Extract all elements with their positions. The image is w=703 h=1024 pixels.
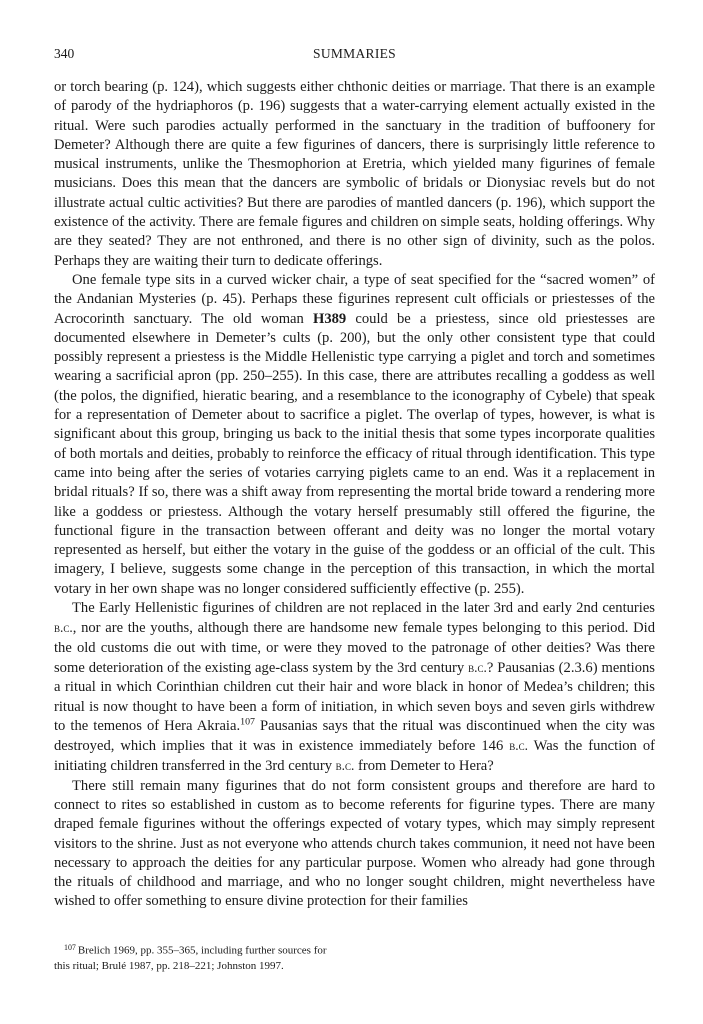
- footnote: [54, 940, 384, 975]
- catalog-number-h389: H389: [312, 310, 347, 327]
- era-abbrev: b.c.: [468, 659, 487, 675]
- paragraph-1: or torch bearing (p. 124), which suggests either chthonic deities or marriage. That there is an example of parody of the hydriaphoros (p. 196) suggests that a water-carrying element actually existed in the ritual. Were such parodies actually performed in the sanctuary in the tradition of buffoonery for Demeter? Although there are quite a few figurines of dancers, there is surprisingly little reference to musical instruments, unlike the Thesmophorion at Eretria, which yielded many figurines of female musicians. Does this mean that the dancers are symbolic of bridals or Dionysiac revels but do not illustrate actual cultic activities? But there are parodies of mantled dancers (p. 196), which support the existence of the activity. There are female figures and children on simple seats, holding offerings. Why are they seated? They are not enthroned, and there is no other sign of divinity, such as the polos. Perhaps they are waiting their turn to dedicate offerings.: [54, 79, 655, 269]
- footnote-number: 107: [64, 943, 76, 952]
- era-abbrev: b.c.: [54, 620, 73, 636]
- paragraph-3-text-d: Pausanias says that the ritual was discontinued when the city was destroyed, which implies that it was in existence immediately before 146: [54, 717, 655, 755]
- paragraph-4: There still remain many figurines that do not form consistent groups and therefore are hard to connect to rites so established in custom as to become referents for figurine types. There are many draped female figurines without the offerings expected of votary types, which may simply represent visitors to the shrine. Just as not everyone who attends church takes communion, it need not have been necessary to approach the deities for any particular purpose. Women who already had gone through the rituals of childhood and marriage, and who no longer sought children, might nevertheless have wished to offer something to ensure divine protection for their families: [54, 777, 655, 910]
- era-abbrev: b.c.: [509, 738, 528, 754]
- paragraph-3-text-a: The Early Hellenistic figurines of children are not replaced in the later 3rd and early 2nd centuries: [72, 600, 655, 617]
- era-abbrev: b.c.: [335, 758, 355, 774]
- footnote-line-2: this ritual; Brulé 1987, pp. 218–221; Johnston 1997.: [54, 960, 284, 973]
- page-header: [54, 46, 655, 66]
- paragraph-3-text-f: from Demeter to Hera?: [354, 758, 494, 775]
- paragraph-3: [54, 599, 655, 777]
- paragraph-3-text-e: Was the function of initiating children transferred in the 3rd century: [54, 738, 655, 775]
- paragraph-2-text-a: One female type sits in a curved wicker chair, a type of seat specified for the “sacred women” of the Andanian Mysteries (p. 45). Perhaps these figurines represent cult officials or priestesses of the Acrocorinth sanctuary. The old woman: [54, 271, 655, 327]
- running-title: SUMMARIES: [313, 46, 396, 61]
- paragraph-3-text-b: , nor are the youths, although there are handsome new female types belonging to this period. Did the old customs die out with time, or were they moved to the patronage of other deities? Was there some deterioration of the existing age-class system by the 3rd century: [54, 620, 655, 676]
- footnote-line-1: [54, 940, 384, 959]
- footnote-text-1: Brelich 1969, pp. 355–365, including further sources for: [77, 944, 327, 957]
- paragraph-2: [54, 271, 655, 599]
- paragraph-3-text-c: ? Pausanias (2.3.6) mentions a ritual in which Corinthian children cut their hair and wore black in honor of Medea’s children; this ritual is now thought to have been a form of initiation, in which seven boys and seven girls withdrew to the temenos of Hera Akraia.: [54, 659, 655, 734]
- body-text: [54, 78, 655, 912]
- page-number: 340: [54, 46, 75, 61]
- paragraph-2-text-b: could be a priestess, since old priestesses are documented elsewhere in Demeter’s cults (p. 200), but the only other consistent type that could possibly represent a priestess is the Middle Hellenistic type carrying a piglet and torch and sometimes wearing a sacrificial apron (pp. 250–255). In this case, there are attributes recalling a goddess as well (the polos, the dignified, hieratic bearing, and a resemblance to the iconography of Cybele) that speak for a representation of Demeter about to sacrifice a piglet. The overlap of types, however, is what is significant about this group, bringing us back to the initial thesis that some types incorporate qualities of both mortals and deities, probably to reinforce the efficacy of ritual through identification. This type came into being after the series of votaries carrying piglets came to an end. Was it a replacement in bridal rituals? If so, there was a shift away from representing the mortal bride toward a rendering more like a goddess or priestess. Although the votary herself presumably still offered the figurine, the functional figure in the transaction between offerant and deity was no longer the mortal votary represented as herself, but either the votary in the guise of the goddess or an official of the cult. This imagery, I believe, suggests some change in the perception of this transaction, in which the mortal votary in her own shape was no longer considered sufficiently effective (p. 255).: [54, 310, 655, 597]
- footnote-reference[interactable]: 107: [240, 716, 255, 728]
